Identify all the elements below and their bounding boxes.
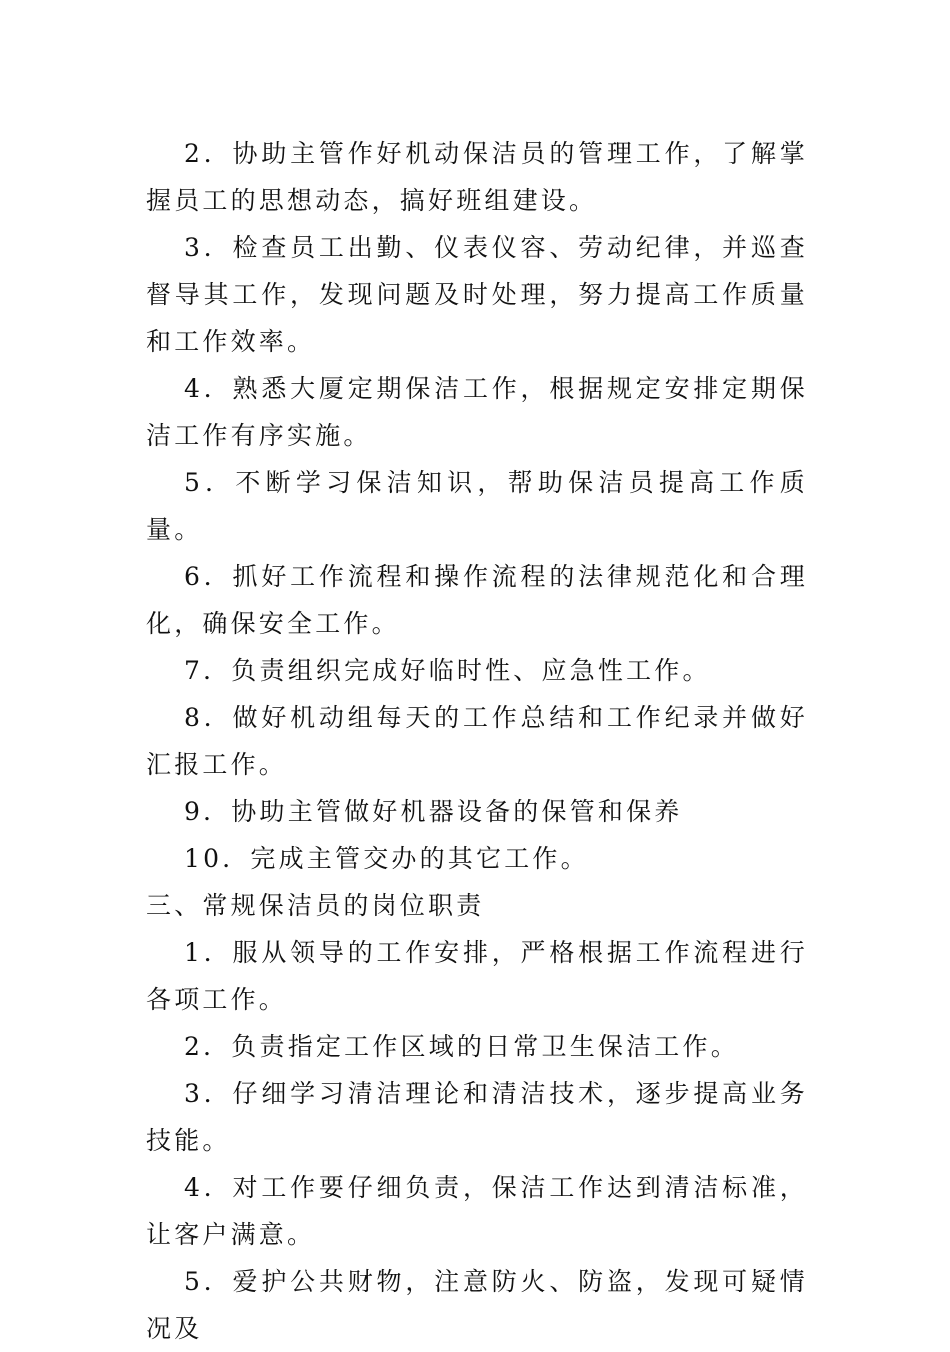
section-heading: 三、常规保洁员的岗位职责 [146, 891, 485, 920]
list-item-6: 6．抓好工作流程和操作流程的法律规范化和合理化，确保安全工作。 [146, 562, 808, 638]
list-item-3: 3．仔细学习清洁理论和清洁技术，逐步提高业务技能。 [146, 1079, 808, 1155]
list-item-8: 8．做好机动组每天的工作总结和工作纪录并做好汇报工作。 [146, 703, 808, 779]
list-item-9: 9．协助主管做好机器设备的保管和保养 [184, 797, 683, 826]
list-item-3: 3．检查员工出勤、仪表仪容、劳动纪律，并巡查督导其工作，发现问题及时处理，努力提高工作质量和工作效率。 [146, 233, 808, 356]
list-item-7: 7．负责组织完成好临时性、应急性工作。 [184, 656, 711, 685]
list-item-4: 4．对工作要仔细负责，保洁工作达到清洁标准，让客户满意。 [146, 1173, 808, 1249]
list-item-5: 5．不断学习保洁知识，帮助保洁员提高工作质量。 [146, 468, 808, 544]
list-item-10: 10．完成主管交办的其它工作。 [184, 844, 589, 873]
list-item-4: 4．熟悉大厦定期保洁工作，根据规定安排定期保洁工作有序实施。 [146, 374, 808, 450]
list-item-2: 2．负责指定工作区域的日常卫生保洁工作。 [184, 1032, 739, 1061]
list-item-1: 1．服从领导的工作安排，严格根据工作流程进行各项工作。 [146, 938, 808, 1014]
document-body [146, 130, 808, 1352]
list-item-5: 5．爱护公共财物，注意防火、防盗，发现可疑情况及 [146, 1267, 808, 1343]
list-item-2: 2．协助主管作好机动保洁员的管理工作，了解掌握员工的思想动态，搞好班组建设。 [146, 139, 808, 215]
